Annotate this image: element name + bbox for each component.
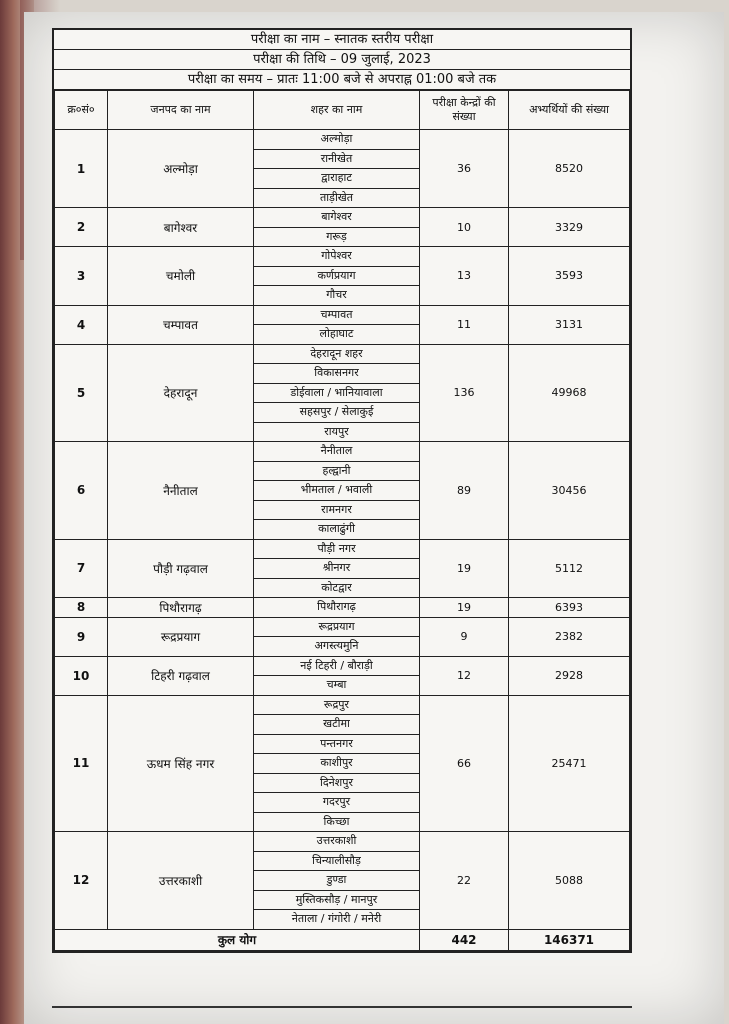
exam-name: परीक्षा का नाम – स्नातक स्तरीय परीक्षा	[54, 30, 630, 50]
district-name: उत्तरकाशी	[108, 832, 254, 930]
exam-centre-table	[54, 90, 630, 951]
total-label: कुल योग	[55, 929, 420, 950]
city-name: डोईवाला / भानियावाला	[254, 383, 420, 403]
city-name: बागेश्वर	[254, 208, 420, 228]
candidate-count: 6393	[509, 598, 630, 618]
city-name: गोपेश्वर	[254, 247, 420, 267]
centre-count: 12	[420, 656, 509, 695]
serial-number: 7	[55, 539, 108, 598]
city-name: गदरपुर	[254, 793, 420, 813]
table-row	[55, 695, 630, 715]
centre-count: 10	[420, 208, 509, 247]
serial-number: 9	[55, 617, 108, 656]
city-name: नई टिहरी / बौराड़ी	[254, 656, 420, 676]
total-row	[55, 929, 630, 950]
city-name: रामनगर	[254, 500, 420, 520]
city-name: नैनीताल	[254, 442, 420, 462]
city-name: भीमताल / भवाली	[254, 481, 420, 501]
city-name: दिनेशपुर	[254, 773, 420, 793]
city-name: पन्तनगर	[254, 734, 420, 754]
table-row	[55, 344, 630, 364]
city-name: अल्मोड़ा	[254, 130, 420, 150]
col-centres: परीक्षा केन्द्रों की संख्या	[420, 91, 509, 130]
serial-number: 12	[55, 832, 108, 930]
col-district: जनपद का नाम	[108, 91, 254, 130]
city-name: कालाढुंगी	[254, 520, 420, 540]
candidate-count: 5088	[509, 832, 630, 930]
table-body	[55, 130, 630, 930]
serial-number: 4	[55, 305, 108, 344]
table-row	[55, 617, 630, 637]
bottom-rule	[52, 1006, 632, 1008]
centre-count: 22	[420, 832, 509, 930]
district-name: पौड़ी गढ़वाल	[108, 539, 254, 598]
city-name: पिथौरागढ़	[254, 598, 420, 618]
district-name: बागेश्वर	[108, 208, 254, 247]
city-name: अगस्त्यमुनि	[254, 637, 420, 657]
city-name: चम्पावत	[254, 305, 420, 325]
table-row	[55, 656, 630, 676]
exam-table-sheet	[52, 28, 632, 953]
candidate-count: 3593	[509, 247, 630, 306]
centre-count: 9	[420, 617, 509, 656]
serial-number: 5	[55, 344, 108, 442]
city-name: हल्द्वानी	[254, 461, 420, 481]
city-name: द्वाराहाट	[254, 169, 420, 189]
serial-number: 3	[55, 247, 108, 306]
candidate-count: 8520	[509, 130, 630, 208]
city-name: चिन्यालीसौड़	[254, 851, 420, 871]
district-name: चम्पावत	[108, 305, 254, 344]
centre-count: 66	[420, 695, 509, 832]
serial-number: 8	[55, 598, 108, 618]
city-name: विकासनगर	[254, 364, 420, 384]
district-name: चमोली	[108, 247, 254, 306]
city-name: डुण्डा	[254, 871, 420, 891]
city-name: देहरादून शहर	[254, 344, 420, 364]
centre-count: 136	[420, 344, 509, 442]
centre-count: 19	[420, 539, 509, 598]
city-name: सहसपुर / सेलाकुई	[254, 403, 420, 423]
candidate-count: 2928	[509, 656, 630, 695]
table-row	[55, 305, 630, 325]
city-name: गौचर	[254, 286, 420, 306]
table-row	[55, 442, 630, 462]
table-row	[55, 832, 630, 852]
city-name: कर्णप्रयाग	[254, 266, 420, 286]
city-name: मुस्तिकसौड़ / मानपुर	[254, 890, 420, 910]
centre-count: 13	[420, 247, 509, 306]
city-name: रूद्रपुर	[254, 695, 420, 715]
district-name: रूद्रप्रयाग	[108, 617, 254, 656]
table-row	[55, 598, 630, 618]
centre-count: 11	[420, 305, 509, 344]
centre-count: 19	[420, 598, 509, 618]
district-name: देहरादून	[108, 344, 254, 442]
col-city: शहर का नाम	[254, 91, 420, 130]
candidate-count: 49968	[509, 344, 630, 442]
city-name: कोटद्वार	[254, 578, 420, 598]
city-name: खटीमा	[254, 715, 420, 735]
table-row	[55, 539, 630, 559]
district-name: टिहरी गढ़वाल	[108, 656, 254, 695]
candidate-count: 3131	[509, 305, 630, 344]
district-name: नैनीताल	[108, 442, 254, 540]
table-row	[55, 130, 630, 150]
exam-time: परीक्षा का समय – प्रातः 11:00 बजे से अपराह्न 01:00 बजे तक	[54, 70, 630, 90]
candidate-count: 2382	[509, 617, 630, 656]
exam-date: परीक्षा की तिथि – 09 जुलाई, 2023	[54, 50, 630, 70]
total-centres: 442	[420, 929, 509, 950]
table-row	[55, 247, 630, 267]
city-name: ताड़ीखेत	[254, 188, 420, 208]
centre-count: 89	[420, 442, 509, 540]
city-name: उत्तरकाशी	[254, 832, 420, 852]
centre-count: 36	[420, 130, 509, 208]
district-name: अल्मोड़ा	[108, 130, 254, 208]
city-name: पौड़ी नगर	[254, 539, 420, 559]
candidate-count: 30456	[509, 442, 630, 540]
serial-number: 6	[55, 442, 108, 540]
city-name: लोहाघाट	[254, 325, 420, 345]
serial-number: 11	[55, 695, 108, 832]
table-header-row	[55, 91, 630, 130]
col-candidates: अभ्यर्थियों की संख्या	[509, 91, 630, 130]
city-name: काशीपुर	[254, 754, 420, 774]
table-row	[55, 208, 630, 228]
city-name: गरूड़	[254, 227, 420, 247]
city-name: नेताला / गंगोरी / मनेरी	[254, 910, 420, 930]
city-name: श्रीनगर	[254, 559, 420, 579]
total-candidates: 146371	[509, 929, 630, 950]
city-name: रायपुर	[254, 422, 420, 442]
city-name: किच्छा	[254, 812, 420, 832]
candidate-count: 3329	[509, 208, 630, 247]
serial-number: 2	[55, 208, 108, 247]
serial-number: 1	[55, 130, 108, 208]
col-serial: क्र०सं०	[55, 91, 108, 130]
candidate-count: 25471	[509, 695, 630, 832]
city-name: चम्बा	[254, 676, 420, 696]
serial-number: 10	[55, 656, 108, 695]
candidate-count: 5112	[509, 539, 630, 598]
city-name: रानीखेत	[254, 149, 420, 169]
city-name: रूद्रप्रयाग	[254, 617, 420, 637]
district-name: पिथौरागढ़	[108, 598, 254, 618]
district-name: ऊधम सिंह नगर	[108, 695, 254, 832]
